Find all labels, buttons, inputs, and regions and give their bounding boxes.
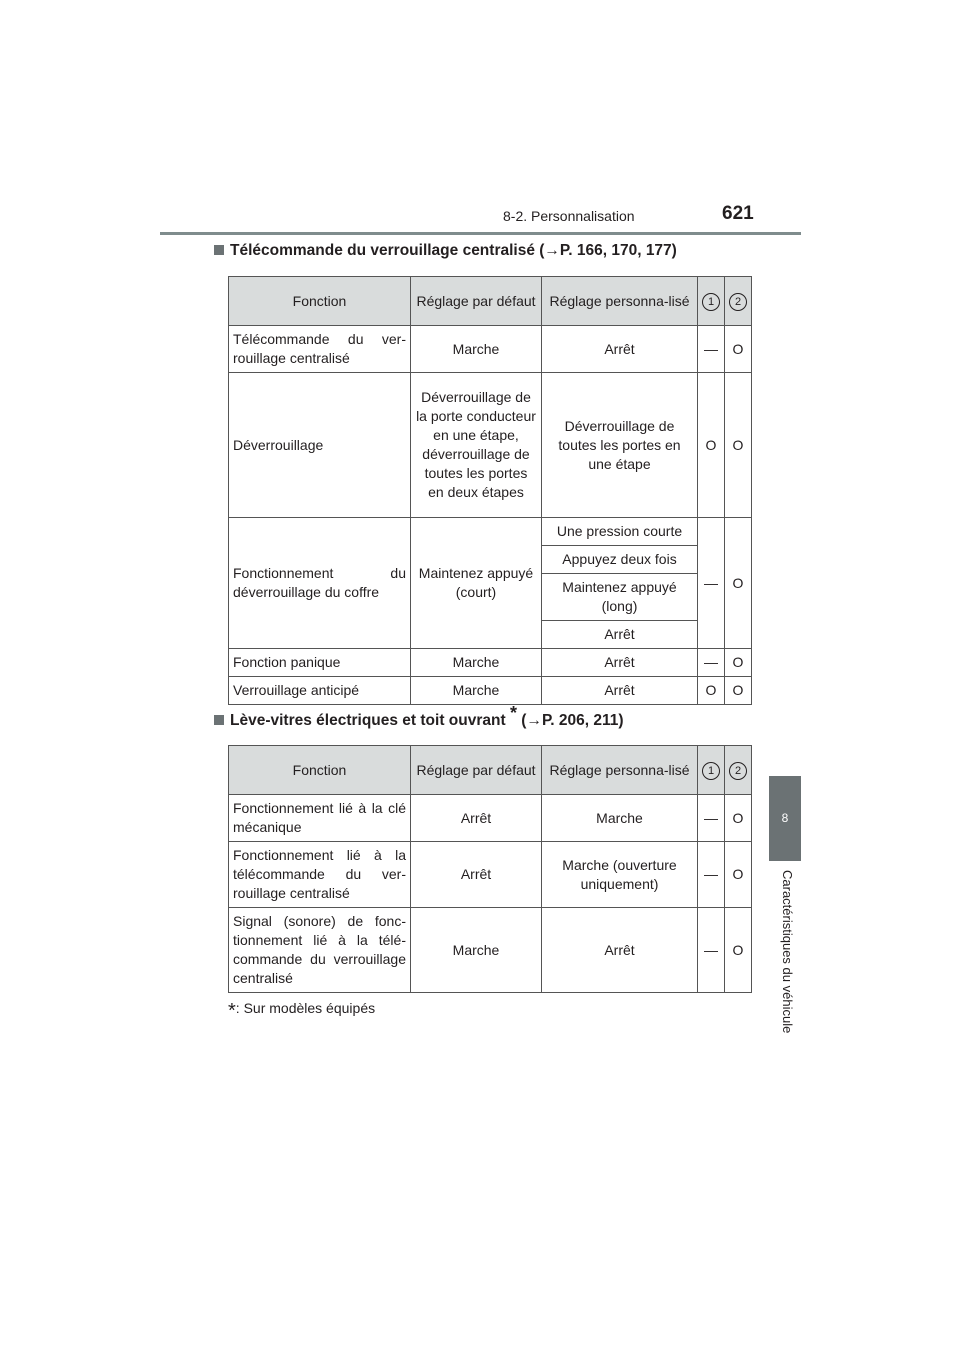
section1-title: Télécommande du verrouillage centralisé (→P. 166, 170, 177) — [214, 242, 677, 260]
table-row: Signal (sonore) de fonc-tionnement lié à la télé-commande du verrouillage centralisé Marche Arrêt — O — [229, 908, 752, 993]
section1-table — [228, 276, 752, 705]
section2-title: Lève-vitres électriques et toit ouvrant * (→P. 206, 211) — [214, 712, 624, 730]
col-2 — [725, 277, 752, 326]
section2-table — [228, 745, 752, 993]
side-tab-label: Caractéristiques du véhicule — [780, 870, 795, 1034]
col-fonction: Fonction — [229, 746, 411, 795]
header-section: 8-2. Personnalisation — [503, 208, 635, 224]
col-perso: Réglage personna-lisé — [542, 746, 698, 795]
footnote-star: * — [228, 1000, 236, 1022]
circled-1-icon: 1 — [702, 762, 720, 780]
col-1 — [698, 277, 725, 326]
col-defaut: Réglage par défaut — [411, 746, 542, 795]
col-perso: Réglage personna-lisé — [542, 277, 698, 326]
table-row: Déverrouillage Déverrouillage de la porte conducteur en une étape, déverrouillage de toutes les portes en deux étapes Déverrouillage de toutes les portes en une étape O O — [229, 373, 752, 518]
col-defaut: Réglage par défaut — [411, 277, 542, 326]
table-row: Appuyez deux fois — [229, 546, 752, 574]
page-number: 621 — [722, 203, 754, 224]
table-row: Fonction panique Marche Arrêt — O — [229, 649, 752, 677]
col-fonction: Fonction — [229, 277, 411, 326]
header-rule — [160, 232, 801, 235]
bullet-square-icon — [214, 245, 224, 255]
table-row: Fonctionnement du déverrouillage du coffre Maintenez appuyé (court) Une pression courte — O — [229, 518, 752, 546]
col-1 — [698, 746, 725, 795]
circled-1-icon: 1 — [702, 293, 720, 311]
col-2 — [725, 746, 752, 795]
table-row: Télécommande du ver-rouillage centralisé Marche Arrêt — O — [229, 326, 752, 373]
table-row: Maintenez appuyé (long) — [229, 574, 752, 621]
table-row: Arrêt — [229, 621, 752, 649]
table-header-row — [229, 746, 752, 795]
circled-2-icon: 2 — [729, 293, 747, 311]
circled-2-icon: 2 — [729, 762, 747, 780]
table-row: Fonctionnement lié à la télécommande du ver-rouillage centralisé Arrêt Marche (ouverture uniquement) — O — [229, 842, 752, 908]
bullet-square-icon — [214, 715, 224, 725]
table-header-row — [229, 277, 752, 326]
table-row: Fonctionnement lié à la clé mécanique Arrêt Marche — O — [229, 795, 752, 842]
side-tab-number: 8 — [769, 776, 801, 861]
table-row: Verrouillage anticipé Marche Arrêt O O — [229, 677, 752, 705]
footnote: *: Sur modèles équipés — [228, 1000, 376, 1022]
footnote-star: * — [509, 702, 517, 723]
